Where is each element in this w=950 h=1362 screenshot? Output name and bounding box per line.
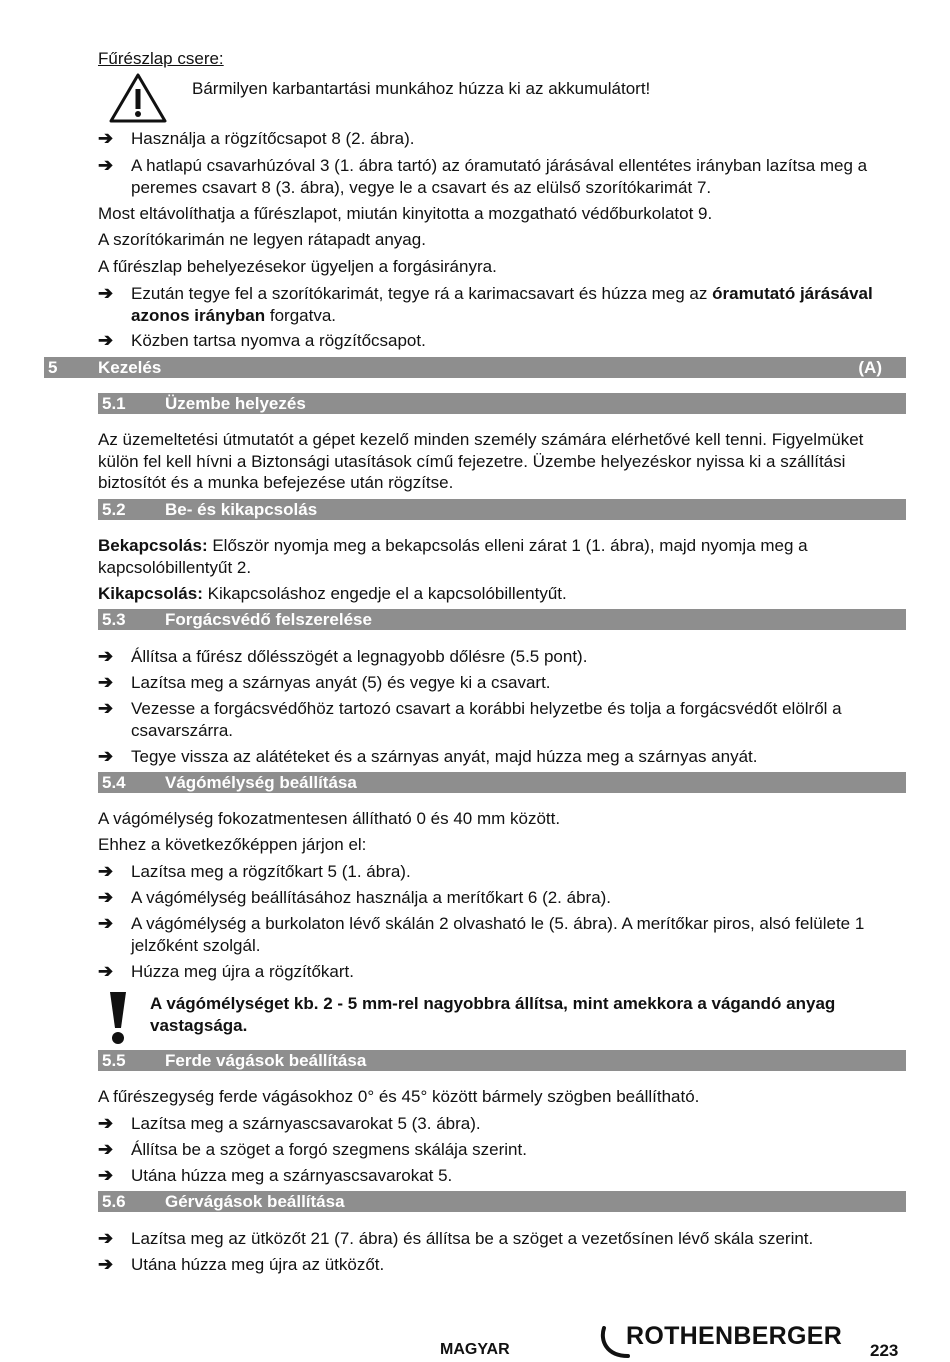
paragraph: Bekapcsolás: Először nyomja meg a bekapcsolás elleni zárat 1 (1. ábra), majd nyomja meg a kapcsolóbillentyűt 2. (98, 536, 808, 577)
subsection-title: Gérvágások beállítása (165, 1192, 345, 1211)
list-item: ➔ A hatlapú csavarhúzóval 3 (1. ábra tartó) az óramutató járásával ellentétes irányban lazítsa meg a peremes csavart 8 (3. ábra), vegye le a csavart és az elülső szorítókarimát 7. (98, 155, 868, 197)
subsection-number: 5.2 (102, 500, 126, 519)
paragraph: Kikapcsolás: Kikapcsoláshoz engedje el a kapcsolóbillentyűt. (98, 584, 567, 603)
subsection-title: Vágómélység beállítása (165, 773, 357, 792)
arrow-icon: ➔ (98, 1254, 114, 1274)
list-item: ➔ Lazítsa meg a szárnyascsavarokat 5 (3. ábra). (98, 1113, 481, 1133)
arrow-icon: ➔ (98, 913, 114, 933)
list-item: ➔ Utána húzza meg újra az ütközőt. (98, 1254, 385, 1274)
brand-logo: ROTHENBERGER (626, 1322, 843, 1350)
paragraph: A fűrészegység ferde vágásokhoz 0° és 45° között bármely szögben beállítható. (98, 1087, 700, 1106)
subsection-title: Forgácsvédő felszerelése (165, 610, 372, 629)
list-item: ➔ Állítsa a fűrész dőlésszögét a legnagyobb dőlésre (5.5 pont). (98, 646, 588, 666)
subsection-title: Be- és kikapcsolás (165, 500, 318, 519)
arrow-icon: ➔ (98, 887, 114, 907)
footer-language: MAGYAR (440, 1341, 510, 1358)
arrow-icon: ➔ (98, 746, 114, 766)
list-item: ➔ A vágómélység beállításához használja a merítőkart 6 (2. ábra). (98, 887, 612, 907)
subsection-number: 5.4 (102, 773, 126, 792)
arrow-icon: ➔ (98, 672, 114, 692)
arrow-icon: ➔ (98, 1139, 114, 1159)
subsection-number: 5.5 (102, 1051, 126, 1070)
arrow-icon: ➔ (98, 646, 114, 666)
paragraph: A szorítókarimán ne legyen rátapadt anyag. (98, 230, 426, 249)
subsection-number: 5.1 (102, 394, 126, 413)
paragraph: A fűrészlap behelyezésekor ügyeljen a forgásirányra. (98, 257, 497, 276)
arrow-icon: ➔ (98, 155, 114, 175)
arrow-icon: ➔ (98, 330, 114, 350)
list-item: ➔ Lazítsa meg az ütközőt 21 (7. ábra) és állítsa be a szöget a vezetősínen lévő skála szerint. (98, 1228, 814, 1248)
arrow-icon: ➔ (98, 128, 114, 148)
arrow-icon: ➔ (98, 698, 114, 718)
list-item: ➔ Húzza meg újra a rögzítőkart. (98, 961, 354, 981)
arrow-icon: ➔ (98, 1113, 114, 1133)
section-title: Kezelés (98, 358, 162, 377)
page-number: 223 (870, 1341, 899, 1360)
list-item: ➔ Utána húzza meg a szárnyascsavarokat 5. (98, 1165, 453, 1185)
subsection-number: 5.6 (102, 1192, 126, 1211)
paragraph: A vágómélység fokozatmentesen állítható 0 és 40 mm között. (98, 809, 561, 828)
list-item: ➔ Közben tartsa nyomva a rögzítőcsapot. (98, 330, 426, 350)
subsection-title: Üzembe helyezés (165, 394, 306, 413)
arrow-icon: ➔ (98, 1165, 114, 1185)
list-item: ➔ Tegye vissza az alátéteket és a szárnyas anyát, majd húzza meg a szárnyas anyát. (98, 746, 758, 766)
arrow-icon: ➔ (98, 861, 114, 881)
arrow-icon: ➔ (98, 961, 114, 981)
subsection-heading (98, 1191, 906, 1212)
subsection-heading (98, 393, 906, 414)
subsection-heading (98, 1050, 906, 1071)
list-item: ➔ Lazítsa meg a szárnyas anyát (5) és vegye ki a csavart. (98, 672, 551, 692)
paragraph: Most eltávolíthatja a fűrészlapot, miután kinyitotta a mozgatható védőburkolatot 9. (98, 204, 713, 223)
warning-triangle-icon (108, 72, 168, 124)
subsection-heading (98, 499, 906, 520)
list-item: ➔ Ezután tegye fel a szorítókarimát, tegye rá a karimacsavart és húzza meg az óramutató járásával azonos irányban forgatva. (98, 283, 873, 325)
list-item: ➔ A vágómélység a burkolaton lévő skálán 2 olvasható le (5. ábra). A merítőkar piros, alsó felülete 1 jelzőként szolgál. (98, 913, 865, 955)
subsection-title: Ferde vágások beállítása (165, 1051, 367, 1070)
list-item: ➔ Vezesse a forgácsvédőhöz tartozó csavart a korábbi helyzetbe és tolja a forgácsvédőt elölről a csavarszárra. (98, 698, 842, 740)
exclamation-icon (106, 990, 130, 1046)
paragraph: Ehhez a következőképpen járjon el: (98, 835, 367, 854)
paragraph: Az üzemeltetési útmutatót a gépet kezelő minden személy számára elérhetővé kell tenni. Figyelmüket külön fel kell hívni a Biztonsági utasítások című fejezetre. Üzembe helyezéskor nyissa ki a szállítási biztosítót és a munka befejezése után rögzítse. (98, 430, 864, 492)
section-heading (44, 357, 906, 378)
subsection-heading (98, 772, 906, 793)
subsection-heading (98, 609, 906, 630)
list-item: ➔ Lazítsa meg a rögzítőkart 5 (1. ábra). (98, 861, 411, 881)
section-number: 5 (48, 358, 58, 377)
arrow-icon: ➔ (98, 1228, 114, 1248)
battery-warning-text: Bármilyen karbantartási munkához húzza ki az akkumulátort! (192, 79, 651, 98)
list-item: ➔ Állítsa be a szöget a forgó szegmens skálája szerint. (98, 1139, 527, 1159)
arrow-icon: ➔ (98, 283, 114, 303)
list-item: ➔ Használja a rögzítőcsapot 8 (2. ábra). (98, 128, 415, 148)
blade-change-heading: Fűrészlap csere: (98, 49, 224, 68)
notice-text: A vágómélységet kb. 2 - 5 mm-rel nagyobbra állítsa, mint amekkora a vágandó anyag vastagsága. (150, 994, 836, 1035)
section-tag: (A) (858, 358, 882, 377)
subsection-number: 5.3 (102, 610, 126, 629)
